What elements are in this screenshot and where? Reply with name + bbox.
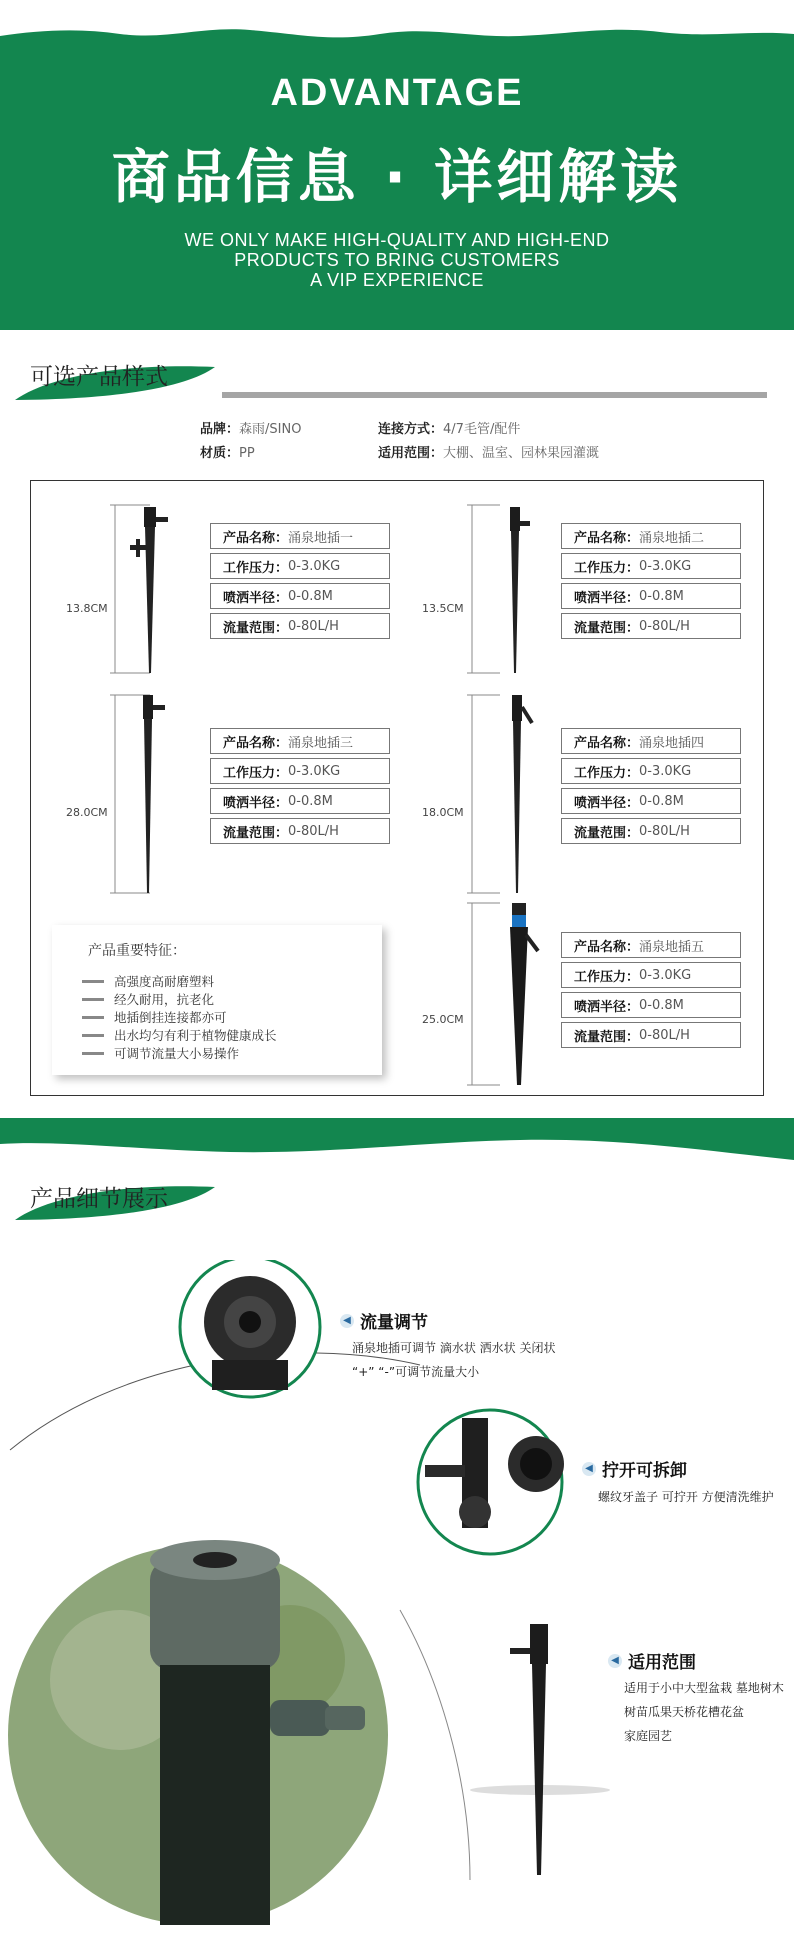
- spec-scope: 适用范围：大棚、温室、园林果园灌溉: [378, 446, 600, 461]
- hero-subtitle-line-2: PRODUCTS TO BRING CUSTOMERS: [234, 250, 560, 270]
- section-title-styles: 可选产品样式: [30, 364, 168, 390]
- detail-text-flow: 涌泉地插可调节 滴水状 洒水状 关闭状 “+” “-”可调节流量大小: [352, 1341, 556, 1379]
- hero-subtitle-line-3: A VIP EXPERIENCE: [310, 270, 484, 290]
- detail-title-scope: ◀ 适用范围: [608, 1648, 696, 1673]
- section-title-details: 产品细节展示: [30, 1186, 168, 1212]
- info-row-radius: 喷洒半径： 0-0.8M: [561, 992, 741, 1018]
- stake-photo-closeup: [8, 1540, 388, 1925]
- info-row-pressure: 工作压力： 0-3.0KG: [561, 962, 741, 988]
- play-icon: ◀: [340, 1314, 354, 1328]
- features-list: [82, 972, 277, 1062]
- info-row-name: 产品名称： 涌泉地插二: [561, 523, 741, 549]
- feature-item: 出水均匀有利于植物健康成长: [82, 1026, 277, 1044]
- stake-3-image: [143, 695, 165, 893]
- size-label-4: 18.0CM: [422, 806, 464, 819]
- info-row-pressure: 工作压力： 0-3.0KG: [561, 553, 741, 579]
- info-row-radius: 喷洒半径： 0-0.8M: [210, 788, 390, 814]
- page-title: 商品信息 · 详细解读: [111, 143, 683, 211]
- detail-title-detach: ◀ 拧开可拆卸: [582, 1456, 687, 1481]
- product-info-5: [561, 932, 741, 1052]
- info-row-name: 产品名称： 涌泉地插一: [210, 523, 390, 549]
- info-row-name: 产品名称： 涌泉地插五: [561, 932, 741, 958]
- flow-adjust-closeup: [180, 1260, 320, 1397]
- info-row-pressure: 工作压力： 0-3.0KG: [210, 553, 390, 579]
- advantage-heading: ADVANTAGE: [270, 72, 524, 114]
- info-row-pressure: 工作压力： 0-3.0KG: [561, 758, 741, 784]
- feature-item: 可调节流量大小易操作: [82, 1044, 277, 1062]
- product-info-4: [561, 728, 741, 848]
- feature-item: 经久耐用，抗老化: [82, 990, 277, 1008]
- green-wave-band: [0, 1110, 794, 1160]
- feature-item: 地插倒挂连接都亦可: [82, 1008, 277, 1026]
- features-title: 产品重要特征：: [88, 943, 186, 959]
- size-label-1: 13.8CM: [66, 602, 108, 615]
- size-label-2: 13.5CM: [422, 602, 464, 615]
- info-row-name: 产品名称： 涌泉地插四: [561, 728, 741, 754]
- info-row-flow: 流量范围： 0-80L/H: [561, 1022, 741, 1048]
- info-row-flow: 流量范围： 0-80L/H: [561, 818, 741, 844]
- stake-5-image: [510, 903, 538, 1085]
- play-icon: ◀: [608, 1654, 622, 1668]
- stake-product-image: [470, 1624, 610, 1875]
- stake-2-image: [510, 507, 530, 673]
- play-icon: ◀: [582, 1462, 596, 1476]
- spec-connection: 连接方式：4/7毛管/配件: [378, 422, 521, 437]
- size-label-3: 28.0CM: [66, 806, 108, 819]
- info-row-flow: 流量范围： 0-80L/H: [210, 613, 390, 639]
- detail-text-scope: 适用于小中大型盆栽 墓地树木 树苗瓜果天桥花槽花盆 家庭园艺: [624, 1681, 784, 1743]
- feature-item: 高强度高耐磨塑料: [82, 972, 277, 990]
- info-row-pressure: 工作压力： 0-3.0KG: [210, 758, 390, 784]
- size-label-5: 25.0CM: [422, 1013, 464, 1026]
- product-info-3: [210, 728, 390, 848]
- stake-1-image: [130, 507, 168, 673]
- detail-title-flow: ◀ 流量调节: [340, 1308, 428, 1333]
- stake-4-image: [512, 695, 532, 893]
- info-row-radius: 喷洒半径： 0-0.8M: [210, 583, 390, 609]
- section-divider: [222, 392, 767, 398]
- info-row-flow: 流量范围： 0-80L/H: [210, 818, 390, 844]
- info-row-radius: 喷洒半径： 0-0.8M: [561, 788, 741, 814]
- info-row-flow: 流量范围： 0-80L/H: [561, 613, 741, 639]
- detail-text-detach: 螺纹牙盖子 可拧开 方便清洗维护: [598, 1490, 774, 1504]
- info-row-radius: 喷洒半径： 0-0.8M: [561, 583, 741, 609]
- spec-brand: 品牌：森雨/SINO: [200, 422, 302, 437]
- detachable-closeup: [418, 1410, 564, 1554]
- product-info-2: [561, 523, 741, 643]
- hero-subtitle-line-1: WE ONLY MAKE HIGH-QUALITY AND HIGH-END: [184, 230, 610, 250]
- info-row-name: 产品名称： 涌泉地插三: [210, 728, 390, 754]
- spec-material: 材质：PP: [200, 446, 255, 461]
- product-info-1: [210, 523, 390, 643]
